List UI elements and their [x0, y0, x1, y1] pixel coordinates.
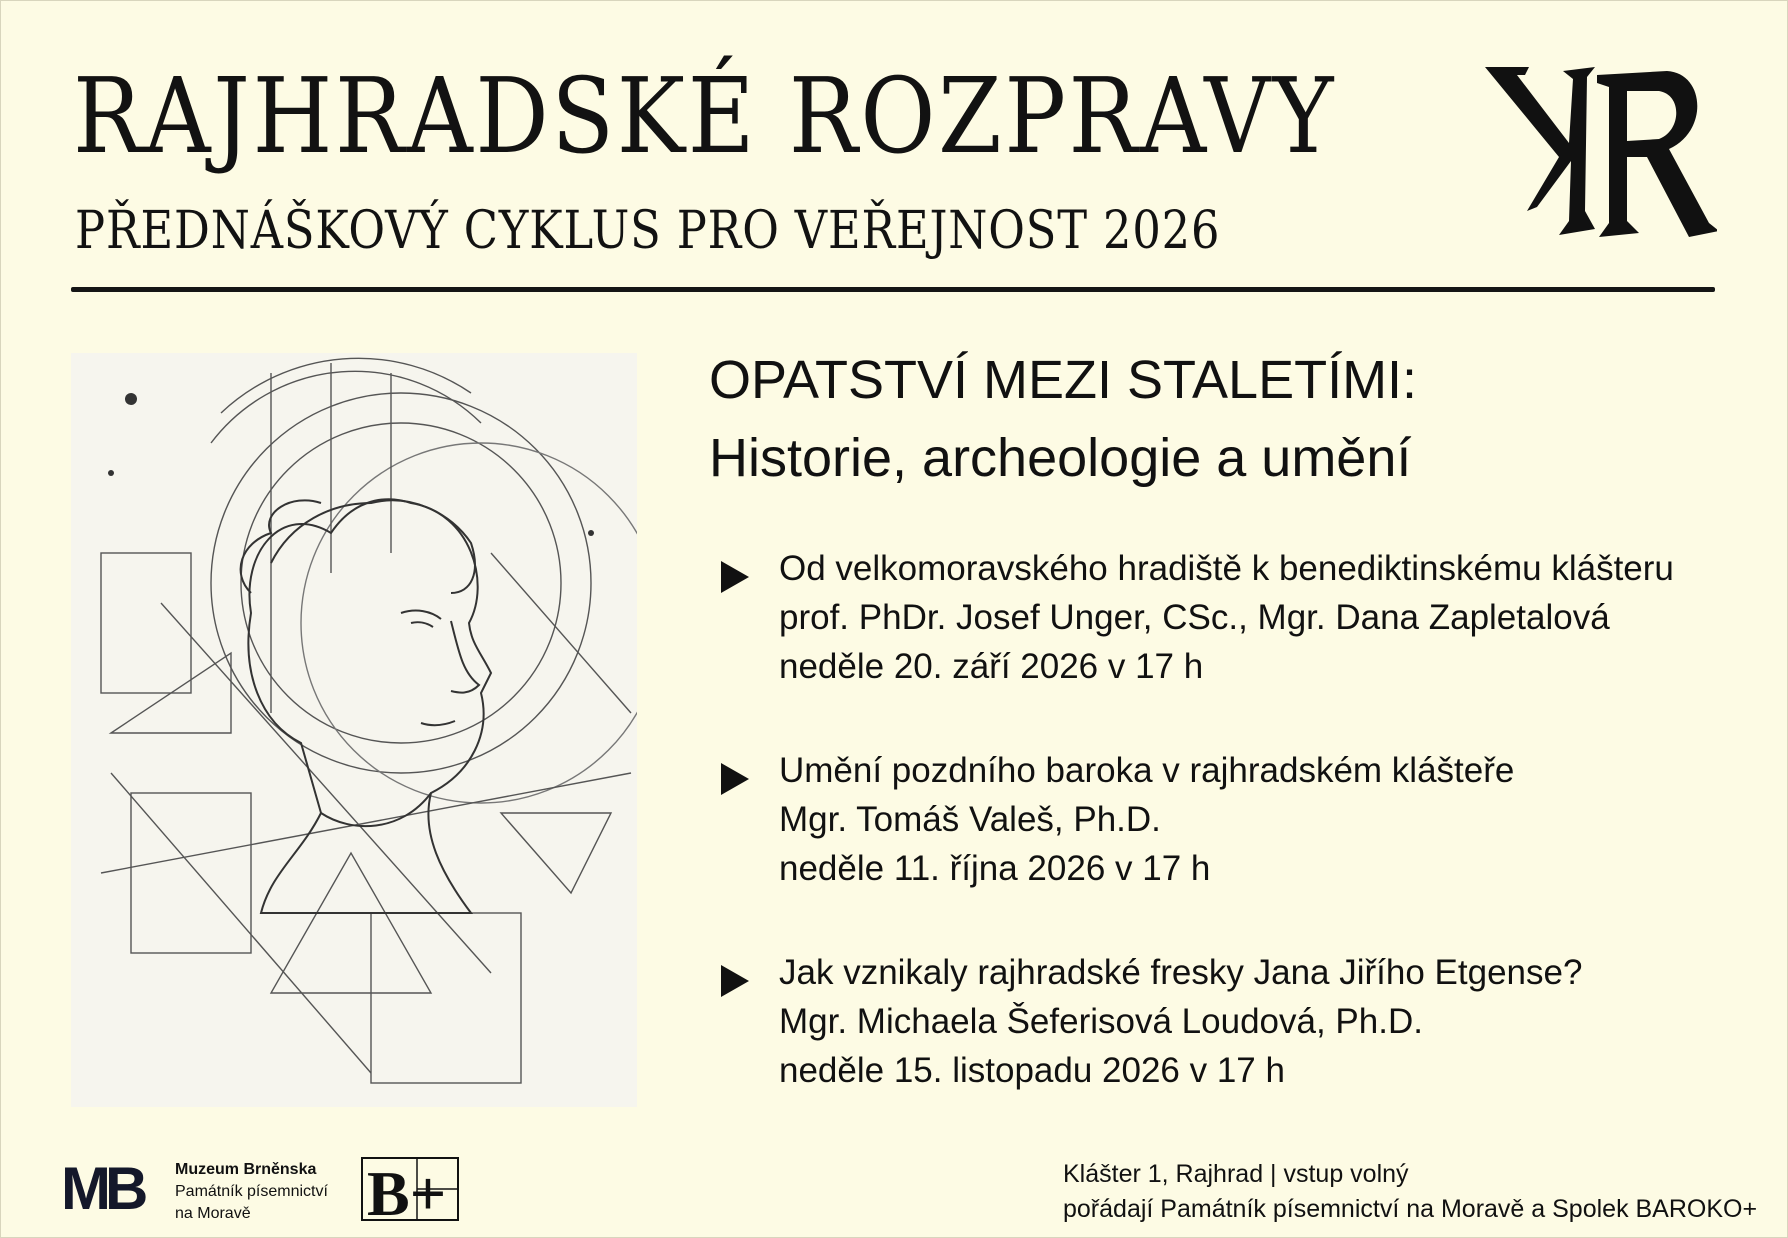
header-divider: [71, 287, 1715, 292]
triangle-right-icon: [721, 965, 749, 997]
poster-subtitle: PŘEDNÁŠKOVÝ CYKLUS PRO VEŘEJNOST 2026: [75, 201, 1221, 261]
mb-line2: Památník písemnictví: [175, 1183, 328, 1200]
triangle-right-icon: [721, 561, 749, 593]
lecture-speakers: Mgr. Michaela Šeferisová Loudová, Ph.D.: [779, 1002, 1423, 1041]
lecture-title: Umění pozdního baroka v rajhradském klášteře: [779, 751, 1515, 790]
rk-monogram-logo: [1477, 61, 1717, 251]
triangle-right-icon: [721, 763, 749, 795]
lecture-date: neděle 20. září 2026 v 17 h: [779, 647, 1204, 686]
muzeum-brnenska-text: [175, 1159, 328, 1225]
muzeum-brnenska-logo: [59, 1159, 169, 1215]
mb-logo-letters: MB: [61, 1159, 143, 1215]
series-subheading: Historie, archeologie a umění: [709, 428, 1412, 488]
baroko-plus-logo: [361, 1157, 459, 1221]
series-heading: OPATSTVÍ MEZI STALETÍMI:: [709, 350, 1418, 410]
organizers-line: pořádají Památník písemnictví na Moravě a Spolek BAROKO+: [1063, 1195, 1758, 1223]
poster-title: RAJHRADSKÉ ROZPRAVY: [73, 55, 1337, 177]
classical-head-sketch: [71, 353, 637, 1107]
bplus-logo-letters: B+: [367, 1158, 447, 1221]
event-info: [1063, 1157, 1757, 1227]
lecture-title: Od velkomoravského hradiště k benediktinskému klášteru: [779, 549, 1674, 588]
mb-line3: na Moravě: [175, 1205, 251, 1222]
lecture-date: neděle 15. listopadu 2026 v 17 h: [779, 1051, 1285, 1090]
lecture-speakers: prof. PhDr. Josef Unger, CSc., Mgr. Dana Zapletalová: [779, 598, 1610, 637]
address-line: Klášter 1, Rajhrad | vstup volný: [1063, 1160, 1409, 1188]
lecture-speakers: Mgr. Tomáš Valeš, Ph.D.: [779, 800, 1161, 839]
mb-name: Muzeum Brněnska: [175, 1161, 317, 1178]
lecture-title: Jak vznikaly rajhradské fresky Jana Jiřího Etgense?: [779, 953, 1583, 992]
lecture-date: neděle 11. října 2026 v 17 h: [779, 849, 1211, 888]
